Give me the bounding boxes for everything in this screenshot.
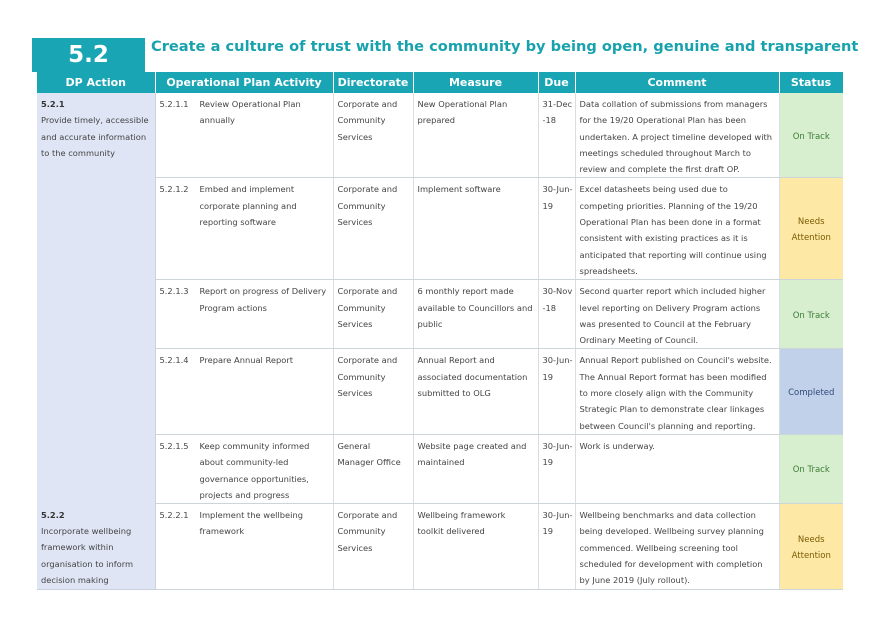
table-header-row xyxy=(37,72,843,93)
activity-code: 5.2.1.5 xyxy=(159,440,189,451)
dp-action-number: 5.2.1 xyxy=(41,99,65,109)
table-row xyxy=(37,178,843,280)
due-cell: 31-Dec-18 xyxy=(538,93,575,178)
activity-code: 5.2.1.3 xyxy=(159,286,189,297)
comment-cell: Wellbeing benchmarks and data collection being developed. Wellbeing survey planning commenced. Wellbeing screening tool scheduled for development with completion by June 2019 (July rollout). xyxy=(575,504,779,589)
activity-code: 5.2.1.2 xyxy=(159,184,189,195)
directorate-cell: Corporate and Community Services xyxy=(333,504,413,589)
section-number-box xyxy=(32,38,145,72)
activity-text: Review Operational Plan annually xyxy=(199,99,301,126)
activity-cell xyxy=(155,434,333,503)
comment-cell: Second quarter report which included higher level reporting on Delivery Program actions was presented to Council at the February Ordinary Meeting of Council. xyxy=(575,280,779,349)
measure-cell: Annual Report and associated documentation submitted to OLG xyxy=(413,349,538,434)
operational-plan-table xyxy=(37,72,844,590)
status-badge: On Track xyxy=(779,280,843,349)
measure-cell: Website page created and maintained xyxy=(413,434,538,503)
table-row xyxy=(37,349,843,434)
activity-text: Implement the wellbeing framework xyxy=(199,510,303,537)
status-badge: On Track xyxy=(779,434,843,503)
dp-action-title: Incorporate wellbeing framework within organisation to inform decision making xyxy=(41,525,134,585)
section-title: Create a culture of trust with the community by being open, genuine and transparent xyxy=(151,38,859,55)
directorate-cell: Corporate and Community Services xyxy=(333,93,413,178)
activity-cell xyxy=(155,93,333,178)
column-header-measure: Measure xyxy=(413,72,538,93)
table-row xyxy=(37,434,843,503)
dp-action-number: 5.2.2 xyxy=(41,509,65,520)
status-badge: Completed xyxy=(779,349,843,434)
directorate-cell: Corporate and Community Services xyxy=(333,280,413,349)
column-header-dp-action: DP Action xyxy=(37,72,155,93)
column-header-due: Due xyxy=(538,72,575,93)
column-header-directorate: Directorate xyxy=(333,72,413,93)
comment-cell: Excel datasheets being used due to competing priorities. Planning of the 19/20 Operational Plan has been done in a format consistent with existing practices as it is anticipated that reporting will continue using spreadsheets. xyxy=(575,178,779,280)
dp-action-cell xyxy=(37,93,155,504)
activity-code: 5.2.1.4 xyxy=(159,355,189,366)
due-cell: 30-Jun-19 xyxy=(538,504,575,589)
table-row xyxy=(37,93,843,178)
due-cell: 30-Jun-19 xyxy=(538,349,575,434)
directorate-cell: Corporate and Community Services xyxy=(333,349,413,434)
comment-cell: Data collation of submissions from managers for the 19/20 Operational Plan has been undertaken. A project timeline developed with meetings scheduled throughout March to review and complete the first draft OP. xyxy=(575,93,779,178)
due-cell: 30-Nov-18 xyxy=(538,280,575,349)
table-row xyxy=(37,504,843,589)
status-badge: Needs Attention xyxy=(779,504,843,589)
comment-cell: Annual Report published on Council's website. The Annual Report format has been modified to more closely align with the Community Strategic Plan to demonstrate clear linkages between Council's planning and reporting. xyxy=(575,349,779,434)
measure-cell: Wellbeing framework toolkit delivered xyxy=(413,504,538,589)
activity-text: Prepare Annual Report xyxy=(199,355,293,366)
column-header-comment: Comment xyxy=(575,72,779,93)
table-body xyxy=(37,93,843,589)
status-badge: Needs Attention xyxy=(779,178,843,280)
activity-cell xyxy=(155,178,333,280)
directorate-cell: Corporate and Community Services xyxy=(333,178,413,280)
activity-text: Embed and implement corporate planning and reporting software xyxy=(199,184,297,228)
activity-text: Report on progress of Delivery Program actions xyxy=(199,286,327,313)
column-header-activity: Operational Plan Activity xyxy=(155,72,333,93)
activity-text: Keep community informed about community-led governance opportunities, projects and progress xyxy=(199,440,310,500)
measure-cell: New Operational Plan prepared xyxy=(413,93,538,178)
section-number: 5.2 xyxy=(68,42,109,68)
status-badge: On Track xyxy=(779,93,843,178)
due-cell: 30-Jun-19 xyxy=(538,434,575,503)
activity-cell xyxy=(155,504,333,589)
table-row xyxy=(37,280,843,349)
activity-cell xyxy=(155,349,333,434)
activity-code: 5.2.2.1 xyxy=(159,510,189,521)
measure-cell: 6 monthly report made available to Councillors and public xyxy=(413,280,538,349)
activity-cell xyxy=(155,280,333,349)
measure-cell: Implement software xyxy=(413,178,538,280)
activity-code: 5.2.1.1 xyxy=(159,99,189,109)
dp-action-cell xyxy=(37,504,155,589)
due-cell: 30-Jun-19 xyxy=(538,178,575,280)
directorate-cell: General Manager Office xyxy=(333,434,413,503)
dp-action-title: Provide timely, accessible and accurate information to the community xyxy=(41,115,149,158)
comment-cell: Work is underway. xyxy=(575,434,779,503)
column-header-status: Status xyxy=(779,72,843,93)
